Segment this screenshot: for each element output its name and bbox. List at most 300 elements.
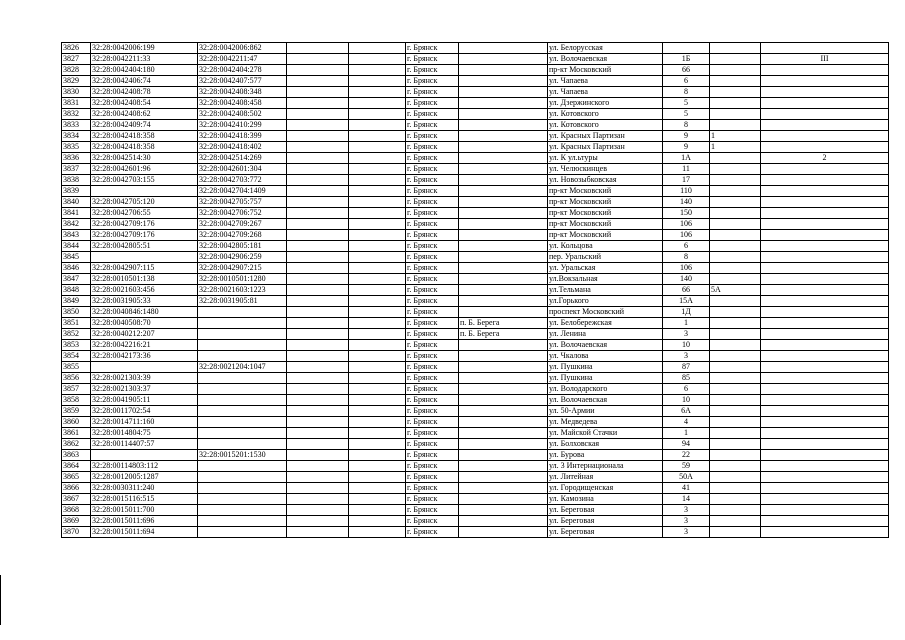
city-cell: г. Брянск (406, 109, 459, 120)
locality-cell (459, 395, 548, 406)
category-cell (761, 439, 889, 450)
house-number-cell: 6 (663, 241, 710, 252)
city-cell: г. Брянск (406, 307, 459, 318)
empty-cell (349, 329, 406, 340)
category-cell (761, 340, 889, 351)
cadastral-number-cell (91, 186, 198, 197)
building-cell (710, 109, 761, 120)
locality-cell (459, 406, 548, 417)
city-cell: г. Брянск (406, 296, 459, 307)
table-row (62, 351, 889, 362)
category-cell (761, 230, 889, 241)
empty-cell (349, 252, 406, 263)
empty-cell (287, 76, 349, 87)
building-cadastral-cell: 32:28:0042709:268 (198, 230, 287, 241)
building-cell (710, 274, 761, 285)
city-cell: г. Брянск (406, 219, 459, 230)
cadastral-number-cell: 32:28:0042404:180 (91, 65, 198, 76)
row-number-cell: 3852 (62, 329, 91, 340)
locality-cell (459, 340, 548, 351)
building-cell (710, 494, 761, 505)
locality-cell (459, 307, 548, 318)
building-cell (710, 230, 761, 241)
category-cell (761, 395, 889, 406)
city-cell: г. Брянск (406, 175, 459, 186)
city-cell: г. Брянск (406, 362, 459, 373)
cadastral-number-cell: 32:28:0014711:160 (91, 417, 198, 428)
category-cell (761, 505, 889, 516)
row-number-cell: 3841 (62, 208, 91, 219)
city-cell: г. Брянск (406, 505, 459, 516)
empty-cell (349, 406, 406, 417)
row-number-cell: 3864 (62, 461, 91, 472)
house-number-cell: 66 (663, 65, 710, 76)
empty-cell (287, 373, 349, 384)
row-number-cell: 3854 (62, 351, 91, 362)
empty-cell (349, 285, 406, 296)
category-cell (761, 142, 889, 153)
locality-cell (459, 131, 548, 142)
cadastral-number-cell: 32:28:0010501:138 (91, 274, 198, 285)
category-cell (761, 483, 889, 494)
cadastral-number-cell: 32:28:0040846:1480 (91, 307, 198, 318)
table-row (62, 98, 889, 109)
building-cell (710, 263, 761, 274)
cadastral-number-cell: 32:28:0040212:207 (91, 329, 198, 340)
empty-cell (349, 54, 406, 65)
row-number-cell: 3836 (62, 153, 91, 164)
category-cell: 2 (761, 153, 889, 164)
table-row (62, 505, 889, 516)
locality-cell (459, 494, 548, 505)
cadastral-number-cell: 32:28:0042418:358 (91, 142, 198, 153)
row-number-cell: 3849 (62, 296, 91, 307)
empty-cell (287, 263, 349, 274)
empty-cell (287, 197, 349, 208)
category-cell (761, 516, 889, 527)
house-number-cell: 6 (663, 76, 710, 87)
city-cell: г. Брянск (406, 318, 459, 329)
street-cell: ул.Тельмана (548, 285, 663, 296)
category-cell (761, 329, 889, 340)
cadastral-number-cell: 32:28:0012005:1287 (91, 472, 198, 483)
locality-cell (459, 351, 548, 362)
locality-cell (459, 230, 548, 241)
building-cell (710, 362, 761, 373)
city-cell: г. Брянск (406, 98, 459, 109)
city-cell: г. Брянск (406, 472, 459, 483)
building-cadastral-cell: 32:28:0042404:278 (198, 65, 287, 76)
house-number-cell: 140 (663, 274, 710, 285)
table-row (62, 329, 889, 340)
street-cell: ул. Красных Партизан (548, 131, 663, 142)
row-number-cell: 3826 (62, 43, 91, 54)
cadastral-number-cell: 32:28:0042805:51 (91, 241, 198, 252)
street-cell: ул. Володарского (548, 384, 663, 395)
empty-cell (349, 472, 406, 483)
empty-cell (287, 98, 349, 109)
building-cell (710, 516, 761, 527)
street-cell: пр-кт Московский (548, 197, 663, 208)
empty-cell (287, 43, 349, 54)
row-number-cell: 3834 (62, 131, 91, 142)
category-cell: III (761, 54, 889, 65)
empty-cell (287, 505, 349, 516)
empty-cell (349, 230, 406, 241)
building-cadastral-cell: 32:28:0042211:47 (198, 54, 287, 65)
empty-cell (287, 395, 349, 406)
building-cell (710, 76, 761, 87)
house-number-cell (663, 43, 710, 54)
street-cell: ул. Бурова (548, 450, 663, 461)
locality-cell (459, 483, 548, 494)
empty-cell (287, 307, 349, 318)
table-row (62, 285, 889, 296)
building-cadastral-cell: 32:28:0042906:259 (198, 252, 287, 263)
building-cadastral-cell: 32:28:0042407:577 (198, 76, 287, 87)
empty-cell (349, 395, 406, 406)
table-row (62, 439, 889, 450)
building-cadastral-cell (198, 439, 287, 450)
locality-cell (459, 285, 548, 296)
city-cell: г. Брянск (406, 406, 459, 417)
empty-cell (349, 263, 406, 274)
empty-cell (349, 109, 406, 120)
building-cell (710, 329, 761, 340)
row-number-cell: 3858 (62, 395, 91, 406)
city-cell: г. Брянск (406, 65, 459, 76)
category-cell (761, 186, 889, 197)
empty-cell (349, 274, 406, 285)
address-register-table (61, 42, 889, 538)
empty-cell (287, 120, 349, 131)
empty-cell (287, 406, 349, 417)
city-cell: г. Брянск (406, 142, 459, 153)
cadastral-number-cell: 32:28:0042907:115 (91, 263, 198, 274)
cadastral-number-cell: 32:28:0042709:176 (91, 219, 198, 230)
street-cell: ул. Белобережская (548, 318, 663, 329)
empty-cell (287, 142, 349, 153)
building-cadastral-cell: 32:28:0042408:502 (198, 109, 287, 120)
empty-cell (349, 516, 406, 527)
city-cell: г. Брянск (406, 87, 459, 98)
cadastral-number-cell: 32:28:0042703:155 (91, 175, 198, 186)
table-row (62, 241, 889, 252)
house-number-cell: 22 (663, 450, 710, 461)
street-cell: ул. Новозыбковская (548, 175, 663, 186)
building-cadastral-cell (198, 351, 287, 362)
building-cadastral-cell (198, 483, 287, 494)
table-row (62, 494, 889, 505)
empty-cell (349, 461, 406, 472)
building-cell (710, 351, 761, 362)
city-cell: г. Брянск (406, 494, 459, 505)
empty-cell (349, 186, 406, 197)
building-cadastral-cell (198, 340, 287, 351)
building-cadastral-cell (198, 516, 287, 527)
house-number-cell: 1Б (663, 54, 710, 65)
category-cell (761, 373, 889, 384)
empty-cell (349, 131, 406, 142)
locality-cell (459, 373, 548, 384)
building-cell (710, 252, 761, 263)
category-cell (761, 461, 889, 472)
city-cell: г. Брянск (406, 527, 459, 538)
city-cell: г. Брянск (406, 395, 459, 406)
city-cell: г. Брянск (406, 417, 459, 428)
table-row (62, 87, 889, 98)
street-cell: ул. К ул.ьтуры (548, 153, 663, 164)
building-cell (710, 241, 761, 252)
table-row (62, 43, 889, 54)
house-number-cell: 8 (663, 252, 710, 263)
table-row (62, 362, 889, 373)
empty-cell (287, 296, 349, 307)
cadastral-number-cell: 32:28:0042406:74 (91, 76, 198, 87)
building-cadastral-cell: 32:28:0042601:304 (198, 164, 287, 175)
street-cell: ул. 3 Интернационала (548, 461, 663, 472)
house-number-cell: 85 (663, 373, 710, 384)
empty-cell (287, 230, 349, 241)
building-cadastral-cell: 32:28:0042418:402 (198, 142, 287, 153)
empty-cell (287, 527, 349, 538)
locality-cell (459, 87, 548, 98)
city-cell: г. Брянск (406, 131, 459, 142)
row-number-cell: 3848 (62, 285, 91, 296)
category-cell (761, 252, 889, 263)
street-cell: ул. Котовского (548, 109, 663, 120)
table-row (62, 527, 889, 538)
row-number-cell: 3853 (62, 340, 91, 351)
house-number-cell: 5 (663, 98, 710, 109)
empty-cell (287, 439, 349, 450)
street-cell: ул. Городищенская (548, 483, 663, 494)
building-cadastral-cell (198, 307, 287, 318)
city-cell: г. Брянск (406, 76, 459, 87)
cadastral-number-cell (91, 362, 198, 373)
category-cell (761, 406, 889, 417)
locality-cell (459, 142, 548, 153)
city-cell: г. Брянск (406, 252, 459, 263)
row-number-cell: 3869 (62, 516, 91, 527)
building-cell (710, 98, 761, 109)
category-cell (761, 175, 889, 186)
locality-cell (459, 472, 548, 483)
building-cell (710, 318, 761, 329)
locality-cell (459, 197, 548, 208)
street-cell: ул. Чкалова (548, 351, 663, 362)
category-cell (761, 76, 889, 87)
empty-cell (349, 373, 406, 384)
locality-cell (459, 274, 548, 285)
street-cell: ул. Кольцова (548, 241, 663, 252)
house-number-cell: 9 (663, 131, 710, 142)
building-cadastral-cell (198, 428, 287, 439)
city-cell: г. Брянск (406, 241, 459, 252)
city-cell: г. Брянск (406, 43, 459, 54)
building-cell (710, 439, 761, 450)
row-number-cell: 3840 (62, 197, 91, 208)
locality-cell (459, 153, 548, 164)
building-cell (710, 164, 761, 175)
street-cell: ул. Чапаева (548, 76, 663, 87)
category-cell (761, 87, 889, 98)
cadastral-number-cell: 32:28:0042418:358 (91, 131, 198, 142)
category-cell (761, 98, 889, 109)
empty-cell (349, 142, 406, 153)
house-number-cell: 6 (663, 384, 710, 395)
house-number-cell: 3 (663, 329, 710, 340)
cadastral-number-cell: 32:28:0042408:62 (91, 109, 198, 120)
empty-cell (287, 219, 349, 230)
house-number-cell: 8 (663, 120, 710, 131)
table-row (62, 197, 889, 208)
building-cell (710, 384, 761, 395)
table-row (62, 186, 889, 197)
cadastral-number-cell: 32:28:0014804:75 (91, 428, 198, 439)
city-cell: г. Брянск (406, 384, 459, 395)
table-row (62, 450, 889, 461)
empty-cell (287, 450, 349, 461)
house-number-cell: 110 (663, 186, 710, 197)
category-cell (761, 65, 889, 76)
empty-cell (287, 131, 349, 142)
cadastral-number-cell: 32:28:0042709:176 (91, 230, 198, 241)
empty-cell (349, 197, 406, 208)
street-cell: ул. Красных Партизан (548, 142, 663, 153)
table-row (62, 318, 889, 329)
category-cell (761, 417, 889, 428)
row-number-cell: 3860 (62, 417, 91, 428)
house-number-cell: 4 (663, 417, 710, 428)
empty-cell (349, 439, 406, 450)
category-cell (761, 263, 889, 274)
empty-cell (287, 65, 349, 76)
building-cadastral-cell: 32:28:0042705:757 (198, 197, 287, 208)
city-cell: г. Брянск (406, 274, 459, 285)
building-cadastral-cell (198, 472, 287, 483)
street-cell: ул. Камозина (548, 494, 663, 505)
empty-cell (349, 417, 406, 428)
building-cadastral-cell (198, 417, 287, 428)
category-cell (761, 307, 889, 318)
empty-cell (287, 153, 349, 164)
row-number-cell: 3856 (62, 373, 91, 384)
house-number-cell: 6А (663, 406, 710, 417)
empty-cell (349, 65, 406, 76)
cadastral-number-cell: 32:28:0042408:78 (91, 87, 198, 98)
row-number-cell: 3867 (62, 494, 91, 505)
empty-cell (287, 351, 349, 362)
house-number-cell: 1А (663, 153, 710, 164)
street-cell: ул. Береговая (548, 527, 663, 538)
category-cell (761, 241, 889, 252)
empty-cell (349, 384, 406, 395)
street-cell: ул. Котовского (548, 120, 663, 131)
row-number-cell: 3835 (62, 142, 91, 153)
house-number-cell: 59 (663, 461, 710, 472)
locality-cell (459, 296, 548, 307)
building-cadastral-cell: 32:28:0042006:862 (198, 43, 287, 54)
category-cell (761, 318, 889, 329)
city-cell: г. Брянск (406, 373, 459, 384)
building-cell (710, 483, 761, 494)
row-number-cell: 3842 (62, 219, 91, 230)
building-cell (710, 527, 761, 538)
street-cell: ул. Дзержинского (548, 98, 663, 109)
cadastral-number-cell: 32:28:0042173:36 (91, 351, 198, 362)
table-row (62, 461, 889, 472)
building-cadastral-cell: 32:28:0042703:772 (198, 175, 287, 186)
row-number-cell: 3865 (62, 472, 91, 483)
building-cell (710, 373, 761, 384)
building-cell (710, 120, 761, 131)
house-number-cell: 15А (663, 296, 710, 307)
building-cadastral-cell (198, 318, 287, 329)
cadastral-number-cell: 32:28:00114803:112 (91, 461, 198, 472)
empty-cell (349, 307, 406, 318)
city-cell: г. Брянск (406, 340, 459, 351)
empty-cell (349, 87, 406, 98)
empty-cell (349, 164, 406, 175)
empty-cell (349, 494, 406, 505)
empty-cell (349, 153, 406, 164)
category-cell (761, 362, 889, 373)
cadastral-number-cell: 32:28:0015011:700 (91, 505, 198, 516)
row-number-cell: 3846 (62, 263, 91, 274)
empty-cell (287, 417, 349, 428)
street-cell: ул. Белорусская (548, 43, 663, 54)
empty-cell (287, 318, 349, 329)
house-number-cell: 1 (663, 318, 710, 329)
empty-cell (349, 483, 406, 494)
empty-cell (287, 516, 349, 527)
street-cell: пр-кт Московский (548, 219, 663, 230)
category-cell (761, 296, 889, 307)
building-cadastral-cell: 32:28:0042706:752 (198, 208, 287, 219)
city-cell: г. Брянск (406, 54, 459, 65)
category-cell (761, 208, 889, 219)
street-cell: ул. Уральская (548, 263, 663, 274)
row-number-cell: 3832 (62, 109, 91, 120)
table-row (62, 296, 889, 307)
table-row (62, 208, 889, 219)
house-number-cell: 10 (663, 340, 710, 351)
empty-cell (349, 219, 406, 230)
empty-cell (349, 120, 406, 131)
building-cell: 1 (710, 131, 761, 142)
building-cadastral-cell (198, 384, 287, 395)
locality-cell: п. Б. Берега (459, 318, 548, 329)
locality-cell (459, 362, 548, 373)
row-number-cell: 3847 (62, 274, 91, 285)
building-cell (710, 472, 761, 483)
building-cadastral-cell (198, 527, 287, 538)
building-cell (710, 219, 761, 230)
cadastral-number-cell (91, 450, 198, 461)
city-cell: г. Брянск (406, 230, 459, 241)
table-row (62, 109, 889, 120)
cadastral-number-cell: 32:28:0042409:74 (91, 120, 198, 131)
locality-cell (459, 241, 548, 252)
empty-cell (349, 318, 406, 329)
table-row (62, 483, 889, 494)
page-edge-mark (0, 575, 1, 625)
locality-cell (459, 384, 548, 395)
building-cadastral-cell (198, 395, 287, 406)
category-cell (761, 120, 889, 131)
row-number-cell: 3868 (62, 505, 91, 516)
